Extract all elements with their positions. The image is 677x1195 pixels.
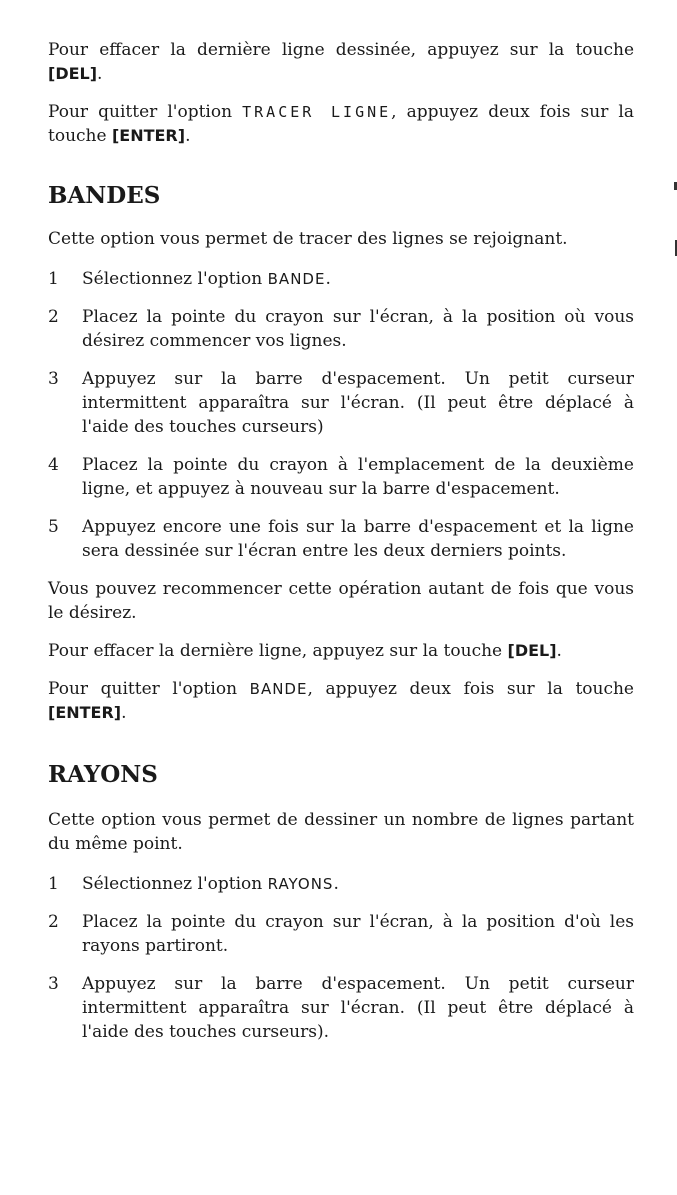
intro-paragraph-quit	[48, 100, 634, 148]
text: .	[556, 641, 562, 661]
option-name: BANDE	[249, 680, 308, 698]
step-text	[82, 267, 634, 291]
option-name: TRACER LIGNE	[242, 103, 392, 121]
text: Pour effacer la dernière ligne, appuyez sur la touche	[48, 641, 508, 661]
text: Sélectionnez l'option	[82, 269, 268, 289]
bandes-description: Cette option vous permet de tracer des lignes se rejoignant.	[48, 229, 568, 249]
text: Pour effacer la dernière ligne dessinée, appuyez sur la touche	[48, 40, 634, 60]
list-item	[48, 453, 634, 501]
enter-key: [ENTER]	[111, 126, 186, 145]
step-number: 2	[48, 307, 59, 327]
step-text	[82, 872, 634, 896]
step-text: Placez la pointe du crayon sur l'écran, à la position où vous désirez commencer vos lignes.	[82, 307, 634, 351]
text: Pour quitter l'option	[48, 679, 250, 699]
enter-key: [ENTER]	[48, 703, 122, 722]
step-number: 4	[48, 455, 59, 475]
section-title-bandes: BANDES	[48, 182, 161, 209]
list-item	[48, 972, 634, 1044]
step-number: 2	[48, 912, 59, 932]
list-item	[48, 872, 634, 896]
del-key: [DEL]	[507, 641, 557, 660]
text: , appuyez deux fois sur la touche	[307, 679, 634, 699]
del-key: [DEL]	[48, 64, 98, 83]
step-text: Placez la pointe du crayon à l'emplacement de la deuxième ligne, et appuyez à nouveau sur la barre d'espacement.	[82, 455, 634, 499]
text: , appuyez deux fois sur la touche	[48, 102, 634, 146]
text: .	[325, 269, 331, 289]
list-item	[48, 267, 634, 291]
list-item	[48, 910, 634, 958]
option-name: RAYONS	[267, 875, 334, 893]
option-name: BANDE	[267, 270, 326, 288]
text: .	[333, 874, 339, 894]
text: Sélectionnez l'option	[82, 874, 268, 894]
step-number: 1	[48, 874, 59, 894]
step-number: 3	[48, 369, 59, 389]
section-title-rayons: RAYONS	[48, 761, 158, 788]
step-text: Appuyez sur la barre d'espacement. Un petit curseur intermittent apparaîtra sur l'écran. (Il peut être déplacé à l'aide des touches curseurs)	[82, 369, 634, 437]
text: .	[185, 126, 191, 146]
document-page	[48, 38, 634, 1044]
step-text: Appuyez encore une fois sur la barre d'espacement et la ligne sera dessinée sur l'écran entre les deux derniers points.	[82, 517, 634, 561]
step-text: Appuyez sur la barre d'espacement. Un petit curseur intermittent apparaîtra sur l'écran. (Il peut être déplacé à l'aide des touches curseurs).	[82, 974, 634, 1042]
bandes-repeat-paragraph: Vous pouvez recommencer cette opération autant de fois que vous le désirez.	[48, 579, 634, 623]
text: .	[97, 64, 103, 84]
step-number: 3	[48, 974, 59, 994]
list-item	[48, 515, 634, 563]
bandes-quit-paragraph	[48, 677, 634, 725]
rayons-description: Cette option vous permet de dessiner un nombre de lignes partant du même point.	[48, 810, 634, 854]
list-item	[48, 305, 634, 353]
intro-paragraph-delete	[48, 38, 634, 86]
step-number: 1	[48, 269, 59, 289]
step-number: 5	[48, 517, 59, 537]
text: Pour quitter l'option	[48, 102, 243, 122]
bandes-delete-paragraph	[48, 639, 634, 663]
step-text: Placez la pointe du crayon sur l'écran, à la position d'où les rayons partiront.	[82, 912, 634, 956]
text: .	[121, 703, 127, 723]
list-item	[48, 367, 634, 439]
